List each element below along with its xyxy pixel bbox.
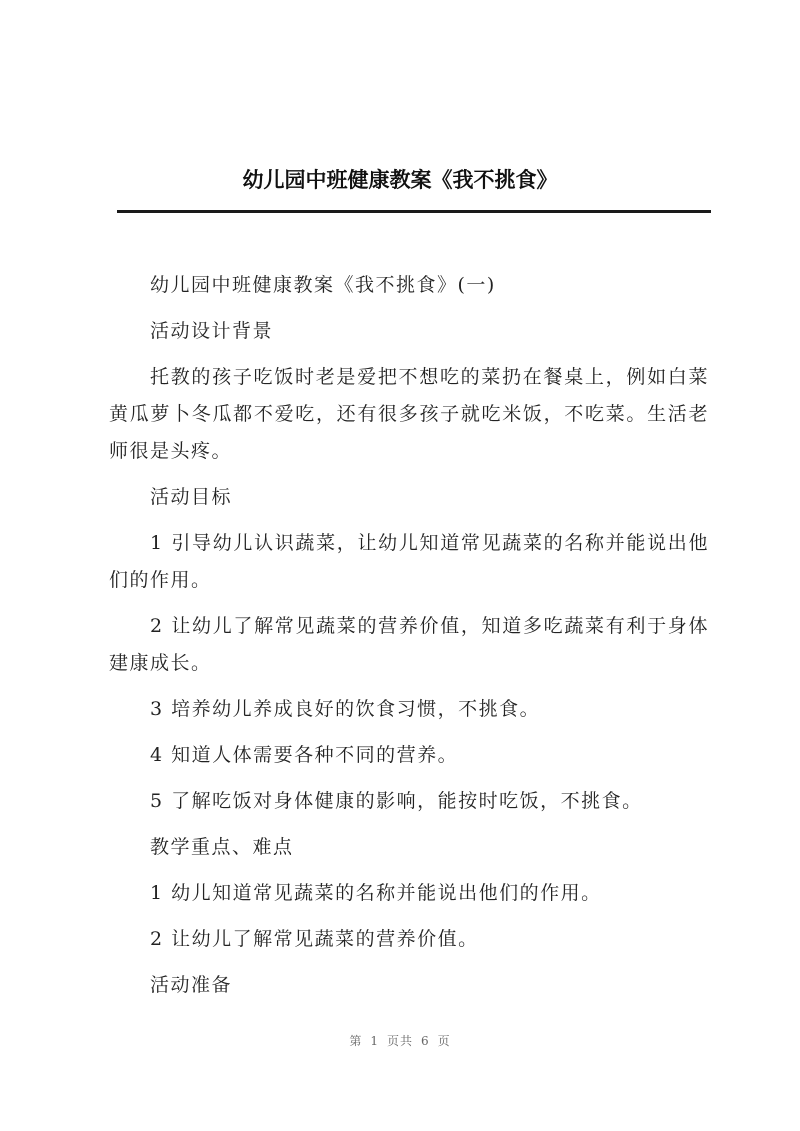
title-underline	[117, 210, 711, 213]
page-footer	[0, 1033, 800, 1049]
section-heading-background: 活动设计背景	[150, 320, 274, 342]
paragraph-subtitle: 幼儿园中班健康教案《我不挑食》(一)	[150, 274, 496, 296]
section-heading-preparation: 活动准备	[150, 974, 233, 996]
goal-item-2: 2 让幼儿了解常见蔬菜的营养价值，知道多吃蔬菜有利于身体建康成长。	[109, 615, 709, 674]
document-title: 幼儿园中班健康教案《我不挑食》	[242, 168, 558, 192]
goal-item-3: 3 培养幼儿养成良好的饮食习惯，不挑食。	[150, 698, 541, 720]
paragraph-background: 托教的孩子吃饭时老是爱把不想吃的菜扔在餐桌上，例如白菜黄瓜萝卜冬瓜都不爱吃，还有很多孩子就吃米饭，不吃菜。生活老师很是头疼。	[109, 366, 709, 462]
footer-suffix: 页	[437, 1034, 451, 1048]
footer-middle: 页共	[386, 1034, 413, 1048]
key-point-2: 2 让幼儿了解常见蔬菜的营养价值。	[150, 928, 479, 950]
section-heading-key-points: 教学重点、难点	[150, 836, 294, 858]
goal-item-1: 1 引导幼儿认识蔬菜，让幼儿知道常见蔬菜的名称并能说出他们的作用。	[109, 532, 709, 591]
footer-prefix: 第	[349, 1034, 363, 1048]
goal-item-4: 4 知道人体需要各种不同的营养。	[150, 744, 459, 766]
footer-total-pages: 6	[421, 1034, 430, 1048]
goal-item-5: 5 了解吃饭对身体健康的影响，能按时吃饭，不挑食。	[150, 790, 643, 812]
section-heading-goals: 活动目标	[150, 486, 233, 508]
document-body	[109, 267, 709, 1013]
key-point-1: 1 幼儿知道常见蔬菜的名称并能说出他们的作用。	[150, 882, 602, 904]
footer-page-number: 1	[370, 1034, 379, 1048]
